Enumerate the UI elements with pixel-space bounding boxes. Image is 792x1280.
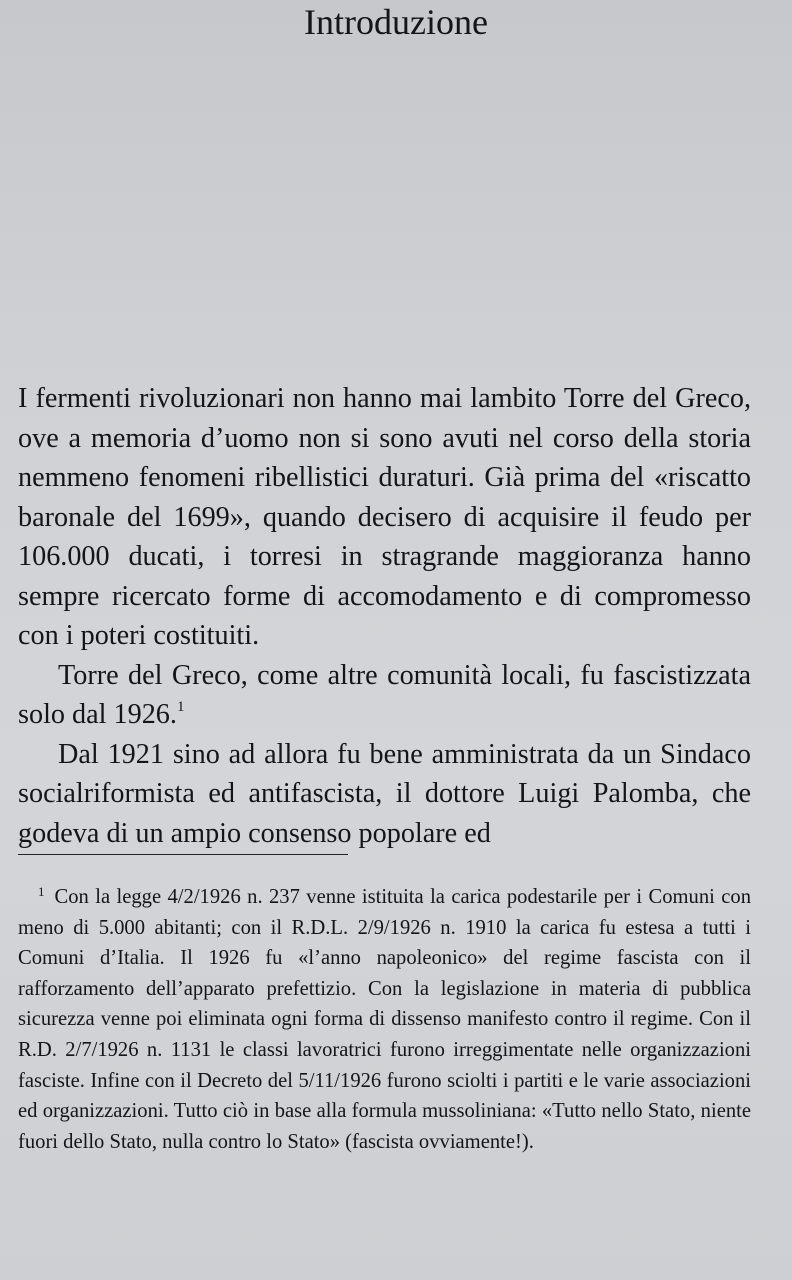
footnote-paragraph	[18, 882, 751, 1157]
footnote-number: 1	[38, 884, 45, 899]
paragraph-text: Torre del Greco, come altre comunità locali, fu fascistizzata solo dal 1926.	[18, 659, 751, 730]
footnote-reference: 1	[176, 699, 185, 715]
footnote	[18, 882, 751, 1157]
paragraph: I fermenti rivoluzionari non hanno mai lambito Torre del Greco, ove a memoria d’uomo non si sono avuti nel corso della storia nemmeno fenomeni ribellistici duraturi. Già prima del «riscatto baronale del 1699», quando decisero di acquisire il feudo per 106.000 ducati, i torresi in stragrande maggioranza hanno sempre ricercato forme di accomodamento e di compromesso con i poteri costituiti.	[18, 383, 751, 651]
footnote-divider	[18, 854, 348, 855]
body-text	[18, 379, 751, 853]
footnote-text: Con la legge 4/2/1926 n. 237 venne istituita la carica podestarile per i Comuni con meno di 5.000 abitanti; con il R.D.L. 2/9/1926 n. 1910 la carica fu estesa a tutti i Comuni d’Italia. Il 1926 fu «l’anno napoleonico» del regime fascista con il rafforzamento dell’apparato prefettizio. Con la legislazione in materia di pubblica sicurezza venne poi eliminata ogni forma di dissenso manifesto contro il regime. Con il R.D. 2/7/1926 n. 1131 le classi lavoratrici furono irreggimentate nelle organizzazioni fasciste. Infine con il Decreto del 5/11/1926 furono sciolti i partiti e le varie associazioni ed organizzazioni. Tutto ciò in base alla formula mussoliniana: «Tutto nello Stato, niente fuori dello Stato, nulla contro lo Stato» (fascista ovviamente!).	[18, 886, 751, 1153]
paragraph	[18, 656, 751, 735]
chapter-title: Introduzione	[304, 2, 488, 42]
paragraph: Dal 1921 sino ad allora fu bene amministrata da un Sindaco socialriformista ed antifascista, il dottore Luigi Palomba, che godeva di un ampio consenso popolare ed	[18, 738, 751, 849]
